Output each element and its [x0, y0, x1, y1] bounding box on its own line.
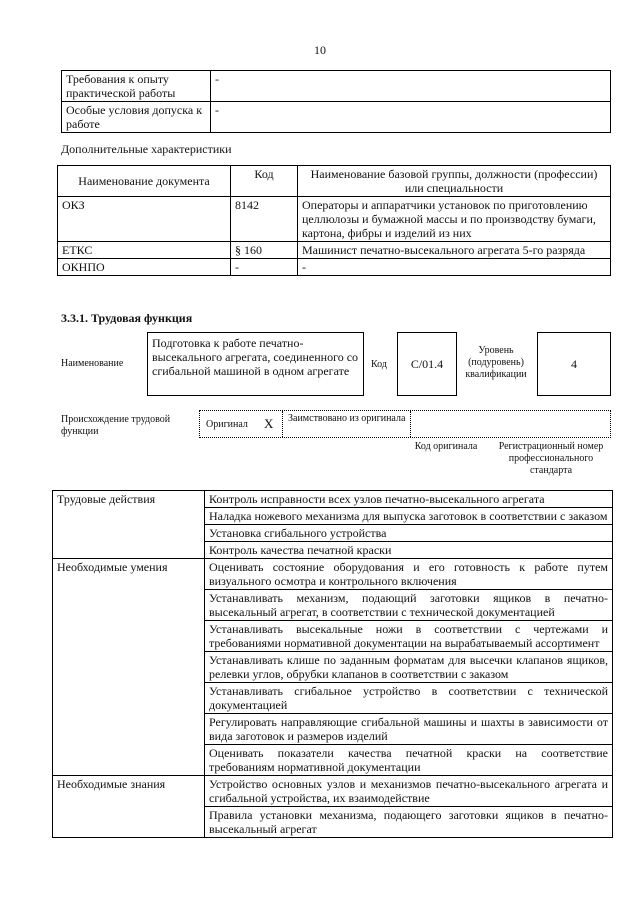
- code-cell: -: [231, 259, 298, 276]
- table-row: [58, 259, 611, 276]
- tf-origin-label: Происхождение трудовой функции: [61, 414, 171, 437]
- req-label: Особые условия допуска к работе: [62, 102, 211, 133]
- tf-original-mark: X: [264, 416, 274, 431]
- tf-level-value: 4: [537, 332, 611, 396]
- tf-origin-row: [199, 410, 611, 438]
- tf-code-orig-label: Код оригинала: [414, 441, 478, 452]
- table-row: [53, 559, 613, 590]
- list-item: Устанавливать высекальные ножи в соответствии с чертежами и требованиями нормативной документации на вырабатываемый ассортимент: [205, 621, 613, 652]
- tf-title: 3.3.1. Трудовая функция: [61, 311, 193, 325]
- page-number: 10: [314, 43, 326, 57]
- list-item: Устанавливать сгибальное устройство в соответствии с технической документацией: [205, 683, 613, 714]
- list-item: Устанавливать механизм, подающий заготовки ящиков в печатно-высекальный агрегат, в соответствии с технической документацией: [205, 590, 613, 621]
- section-label: Необходимые умения: [53, 559, 205, 776]
- table-row: [58, 242, 611, 259]
- name-cell: Машинист печатно-высекального агрегата 5-го разряда: [298, 242, 611, 259]
- name-cell: -: [298, 259, 611, 276]
- table-row: [62, 102, 611, 133]
- req-value: -: [211, 102, 611, 133]
- tf-name-value: Подготовка к работе печатно-высекального агрегата, соединенного со сгибальной машиной в одном агрегате: [147, 332, 364, 396]
- tf-reg-label: Регистрационный номер профессионального стандарта: [498, 441, 604, 476]
- extra-heading: Дополнительные характеристики: [61, 142, 232, 156]
- code-cell: 8142: [231, 197, 298, 242]
- list-item: Оценивать показатели качества печатной краски на соответствие требованиям нормативной документации: [205, 745, 613, 776]
- table-row: [62, 71, 611, 102]
- list-item: Наладка ножевого механизма для выпуска заготовок в соответствии с заказом: [205, 508, 613, 525]
- table-row: [53, 776, 613, 807]
- section-label: Трудовые действия: [53, 491, 205, 559]
- tf-original-label: Оригинал: [206, 419, 248, 430]
- req-label: Требования к опыту практической работы: [62, 71, 211, 102]
- tf-code-value: C/01.4: [397, 332, 457, 396]
- list-item: Устанавливать клише по заданным форматам для высечки клапанов ящиков, релевки углов, обрубки клапанов в соответствии с заказом: [205, 652, 613, 683]
- tf-name-label: Наименование: [61, 358, 124, 369]
- name-cell: Операторы и аппаратчики установок по приготовлению целлюлозы и бумажной массы и по производству бумаги, картона, фибры и изделий из них: [298, 197, 611, 242]
- list-item: Установка сгибального устройства: [205, 525, 613, 542]
- requirements-table: [61, 70, 611, 133]
- table-row: [53, 491, 613, 508]
- code-cell: § 160: [231, 242, 298, 259]
- doc-cell: ОКЗ: [58, 197, 231, 242]
- list-item: Контроль качества печатной краски: [205, 542, 613, 559]
- tf-borrowed-label: Заимствовано из оригинала: [288, 413, 406, 424]
- doc-cell: ОКНПО: [58, 259, 231, 276]
- tf-level-label: Уровень (подуровень) квалификации: [465, 345, 527, 380]
- list-item: Оценивать состояние оборудования и его готовность к работе путем визуального осмотра и контрольного включения: [205, 559, 613, 590]
- list-item: Контроль исправности всех узлов печатно-высекального агрегата: [205, 491, 613, 508]
- main-table: [52, 490, 613, 838]
- table-row: [58, 197, 611, 242]
- header-code: Код: [231, 166, 298, 197]
- list-item: Устройство основных узлов и механизмов печатно-высекального агрегата и сгибальной устройства, их взаимодействие: [205, 776, 613, 807]
- header-name: Наименование базовой группы, должности (профессии) или специальности: [298, 166, 611, 197]
- doc-cell: ЕТКС: [58, 242, 231, 259]
- header-doc: Наименование документа: [58, 166, 231, 197]
- req-value: -: [211, 71, 611, 102]
- list-item: Регулировать направляющие сгибальной машины и шахты в зависимости от вида заготовок и размеров изделий: [205, 714, 613, 745]
- table-row: [58, 166, 611, 197]
- list-item: Правила установки механизма, подающего заготовки ящиков в печатно-высекальный агрегат: [205, 807, 613, 838]
- extra-table: [57, 165, 611, 276]
- section-label: Необходимые знания: [53, 776, 205, 838]
- tf-code-label: Код: [371, 359, 387, 370]
